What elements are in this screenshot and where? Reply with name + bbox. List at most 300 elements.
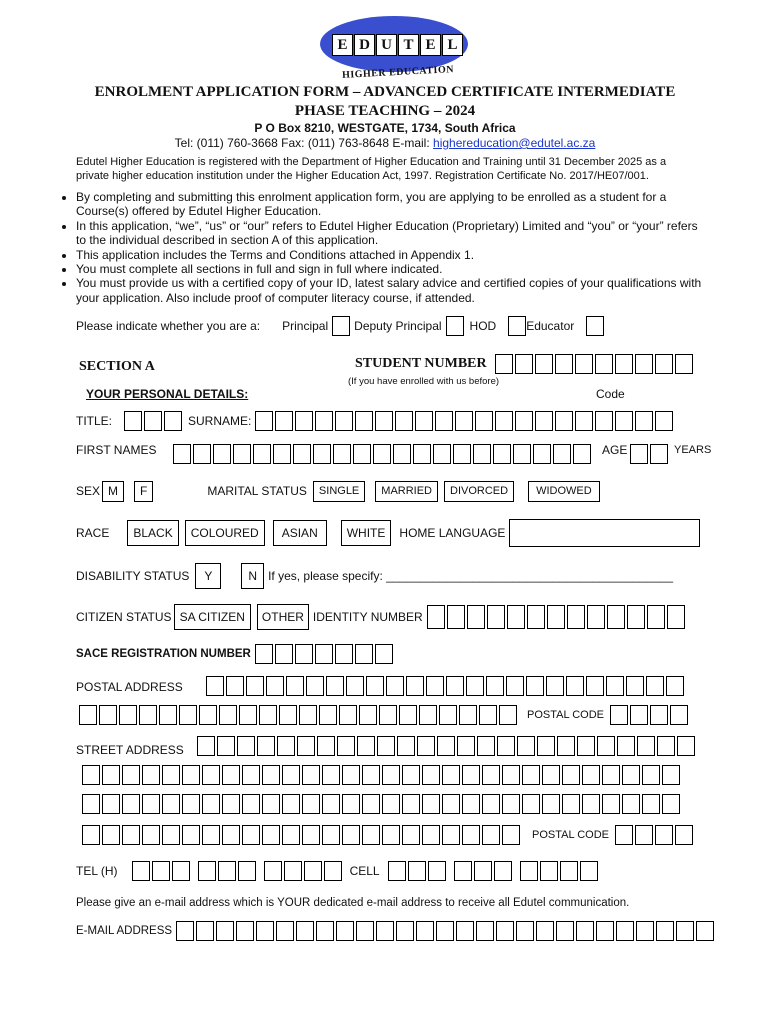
street4-cell[interactable] — [302, 825, 320, 845]
surname-cell[interactable] — [615, 411, 633, 431]
street4-cell[interactable] — [502, 825, 520, 845]
street2-cell[interactable] — [582, 765, 600, 785]
sace-cell[interactable] — [355, 644, 373, 664]
id-cell[interactable] — [467, 605, 485, 629]
street-cell[interactable] — [637, 736, 655, 756]
street2-cell[interactable] — [222, 765, 240, 785]
marital-widowed[interactable]: WIDOWED — [528, 481, 600, 502]
postal-cell[interactable] — [626, 676, 644, 696]
sex-option-f[interactable]: F — [134, 481, 153, 502]
first-names-cell[interactable] — [273, 444, 291, 464]
street4-cell[interactable] — [362, 825, 380, 845]
street-cell[interactable] — [657, 736, 675, 756]
postal2-cell[interactable] — [499, 705, 517, 725]
street-cell[interactable] — [517, 736, 535, 756]
title-cell[interactable] — [164, 411, 182, 431]
street2-cell[interactable] — [562, 765, 580, 785]
tel-a-cell[interactable] — [218, 861, 236, 881]
street4-cell[interactable] — [162, 825, 180, 845]
postal-cell[interactable] — [466, 676, 484, 696]
street-cell[interactable] — [397, 736, 415, 756]
email-cell[interactable] — [356, 921, 374, 941]
postal2-cell[interactable] — [459, 705, 477, 725]
citizen-other[interactable]: OTHER — [257, 604, 309, 630]
postal2-cell[interactable] — [319, 705, 337, 725]
street3-cell[interactable] — [282, 794, 300, 814]
marital-divorced[interactable]: DIVORCED — [444, 481, 514, 502]
surname-cell[interactable] — [315, 411, 333, 431]
street4-cell[interactable] — [322, 825, 340, 845]
street4-cell[interactable] — [222, 825, 240, 845]
street-cell[interactable] — [217, 736, 235, 756]
race-coloured[interactable]: COLOURED — [185, 520, 265, 546]
street3-cell[interactable] — [502, 794, 520, 814]
street-cell[interactable] — [257, 736, 275, 756]
street3-cell[interactable] — [422, 794, 440, 814]
surname-cell[interactable] — [635, 411, 653, 431]
street-cell[interactable] — [277, 736, 295, 756]
street3-cell[interactable] — [162, 794, 180, 814]
postal-cell[interactable] — [486, 676, 504, 696]
first-names-cell[interactable] — [173, 444, 191, 464]
surname-cell[interactable] — [495, 411, 513, 431]
street4-cell[interactable] — [342, 825, 360, 845]
sace-cell[interactable] — [255, 644, 273, 664]
tel-code-cell[interactable] — [132, 861, 150, 881]
street2-cell[interactable] — [502, 765, 520, 785]
first-names-cell[interactable] — [573, 444, 591, 464]
id-cell[interactable] — [547, 605, 565, 629]
id-cell[interactable] — [447, 605, 465, 629]
tel-b-cell[interactable] — [324, 861, 342, 881]
postal-cell[interactable] — [206, 676, 224, 696]
cell-c-cell[interactable] — [520, 861, 538, 881]
street2-cell[interactable] — [542, 765, 560, 785]
street3-cell[interactable] — [582, 794, 600, 814]
disability-yes[interactable]: Y — [195, 563, 221, 589]
race-black[interactable]: BLACK — [127, 520, 178, 546]
sace-cell[interactable] — [375, 644, 393, 664]
postal-cell[interactable] — [526, 676, 544, 696]
postal-code-cell[interactable] — [630, 705, 648, 725]
street4-cell[interactable] — [442, 825, 460, 845]
surname-cell[interactable] — [655, 411, 673, 431]
street3-cell[interactable] — [382, 794, 400, 814]
street2-cell[interactable] — [242, 765, 260, 785]
email-cell[interactable] — [496, 921, 514, 941]
student-number-cell[interactable] — [495, 354, 513, 374]
postal-cell[interactable] — [606, 676, 624, 696]
email-cell[interactable] — [396, 921, 414, 941]
street-cell[interactable] — [477, 736, 495, 756]
street3-cell[interactable] — [262, 794, 280, 814]
first-names-cell[interactable] — [353, 444, 371, 464]
street-code-cell[interactable] — [675, 825, 693, 845]
street4-cell[interactable] — [422, 825, 440, 845]
postal2-cell[interactable] — [399, 705, 417, 725]
street-cell[interactable] — [617, 736, 635, 756]
street2-cell[interactable] — [462, 765, 480, 785]
street2-cell[interactable] — [662, 765, 680, 785]
street-cell[interactable] — [537, 736, 555, 756]
street2-cell[interactable] — [362, 765, 380, 785]
cell-a-cell[interactable] — [388, 861, 406, 881]
street-cell[interactable] — [417, 736, 435, 756]
postal2-cell[interactable] — [479, 705, 497, 725]
disability-no[interactable]: N — [241, 563, 264, 589]
surname-cell[interactable] — [555, 411, 573, 431]
postal2-cell[interactable] — [139, 705, 157, 725]
first-names-cell[interactable] — [193, 444, 211, 464]
first-names-cell[interactable] — [233, 444, 251, 464]
cell-a-cell[interactable] — [428, 861, 446, 881]
street3-cell[interactable] — [602, 794, 620, 814]
street3-cell[interactable] — [242, 794, 260, 814]
surname-cell[interactable] — [515, 411, 533, 431]
id-cell[interactable] — [607, 605, 625, 629]
surname-cell[interactable] — [355, 411, 373, 431]
citizen-sa[interactable]: SA CITIZEN — [174, 604, 251, 630]
title-cell[interactable] — [124, 411, 142, 431]
postal2-cell[interactable] — [359, 705, 377, 725]
race-white[interactable]: WHITE — [341, 520, 392, 546]
first-names-cell[interactable] — [253, 444, 271, 464]
street3-cell[interactable] — [542, 794, 560, 814]
email-cell[interactable] — [376, 921, 394, 941]
title-cell[interactable] — [144, 411, 162, 431]
surname-cell[interactable] — [275, 411, 293, 431]
postal-code-cell[interactable] — [650, 705, 668, 725]
postal2-cell[interactable] — [439, 705, 457, 725]
street3-cell[interactable] — [482, 794, 500, 814]
street-cell[interactable] — [297, 736, 315, 756]
email-cell[interactable] — [616, 921, 634, 941]
street4-cell[interactable] — [82, 825, 100, 845]
first-names-cell[interactable] — [413, 444, 431, 464]
sace-cell[interactable] — [315, 644, 333, 664]
street4-cell[interactable] — [262, 825, 280, 845]
street2-cell[interactable] — [82, 765, 100, 785]
student-number-cell[interactable] — [515, 354, 533, 374]
marital-married[interactable]: MARRIED — [375, 481, 438, 502]
student-number-cell[interactable] — [555, 354, 573, 374]
role-hod-checkbox[interactable] — [508, 316, 526, 336]
street2-cell[interactable] — [122, 765, 140, 785]
first-names-cell[interactable] — [513, 444, 531, 464]
postal-cell[interactable] — [326, 676, 344, 696]
sace-cell[interactable] — [335, 644, 353, 664]
email-cell[interactable] — [476, 921, 494, 941]
surname-cell[interactable] — [295, 411, 313, 431]
postal2-cell[interactable] — [299, 705, 317, 725]
street4-cell[interactable] — [102, 825, 120, 845]
student-number-cell[interactable] — [615, 354, 633, 374]
postal-cell[interactable] — [246, 676, 264, 696]
street2-cell[interactable] — [322, 765, 340, 785]
email-cell[interactable] — [176, 921, 194, 941]
postal2-cell[interactable] — [159, 705, 177, 725]
postal2-cell[interactable] — [99, 705, 117, 725]
id-cell[interactable] — [627, 605, 645, 629]
id-cell[interactable] — [507, 605, 525, 629]
id-cell[interactable] — [487, 605, 505, 629]
street4-cell[interactable] — [182, 825, 200, 845]
street-cell[interactable] — [437, 736, 455, 756]
postal2-cell[interactable] — [79, 705, 97, 725]
role-principal-checkbox[interactable] — [332, 316, 350, 336]
street3-cell[interactable] — [362, 794, 380, 814]
surname-cell[interactable] — [595, 411, 613, 431]
surname-cell[interactable] — [435, 411, 453, 431]
id-cell[interactable] — [567, 605, 585, 629]
street2-cell[interactable] — [162, 765, 180, 785]
tel-a-cell[interactable] — [198, 861, 216, 881]
postal-cell[interactable] — [386, 676, 404, 696]
email-cell[interactable] — [516, 921, 534, 941]
street-cell[interactable] — [557, 736, 575, 756]
postal2-cell[interactable] — [259, 705, 277, 725]
first-names-cell[interactable] — [473, 444, 491, 464]
id-cell[interactable] — [527, 605, 545, 629]
street3-cell[interactable] — [302, 794, 320, 814]
street2-cell[interactable] — [202, 765, 220, 785]
postal-cell[interactable] — [586, 676, 604, 696]
first-names-cell[interactable] — [293, 444, 311, 464]
id-cell[interactable] — [647, 605, 665, 629]
street3-cell[interactable] — [642, 794, 660, 814]
street2-cell[interactable] — [642, 765, 660, 785]
cell-c-cell[interactable] — [580, 861, 598, 881]
cell-b-cell[interactable] — [494, 861, 512, 881]
street-code-cell[interactable] — [635, 825, 653, 845]
surname-cell[interactable] — [475, 411, 493, 431]
street4-cell[interactable] — [282, 825, 300, 845]
street2-cell[interactable] — [142, 765, 160, 785]
email-cell[interactable] — [296, 921, 314, 941]
street-code-cell[interactable] — [615, 825, 633, 845]
surname-cell[interactable] — [535, 411, 553, 431]
cell-b-cell[interactable] — [454, 861, 472, 881]
tel-b-cell[interactable] — [264, 861, 282, 881]
surname-cell[interactable] — [335, 411, 353, 431]
id-cell[interactable] — [587, 605, 605, 629]
street2-cell[interactable] — [602, 765, 620, 785]
sace-cell[interactable] — [275, 644, 293, 664]
first-names-cell[interactable] — [313, 444, 331, 464]
street3-cell[interactable] — [202, 794, 220, 814]
race-asian[interactable]: ASIAN — [273, 520, 327, 546]
age-cell[interactable] — [630, 444, 648, 464]
postal-code-cell[interactable] — [670, 705, 688, 725]
email-cell[interactable] — [316, 921, 334, 941]
email-cell[interactable] — [556, 921, 574, 941]
marital-single[interactable]: SINGLE — [313, 481, 365, 502]
postal2-cell[interactable] — [239, 705, 257, 725]
first-names-cell[interactable] — [493, 444, 511, 464]
street-cell[interactable] — [677, 736, 695, 756]
street3-cell[interactable] — [182, 794, 200, 814]
cell-a-cell[interactable] — [408, 861, 426, 881]
email-cell[interactable] — [536, 921, 554, 941]
street3-cell[interactable] — [342, 794, 360, 814]
postal2-cell[interactable] — [379, 705, 397, 725]
street2-cell[interactable] — [522, 765, 540, 785]
street2-cell[interactable] — [422, 765, 440, 785]
street3-cell[interactable] — [322, 794, 340, 814]
street-cell[interactable] — [597, 736, 615, 756]
postal-cell[interactable] — [566, 676, 584, 696]
street3-cell[interactable] — [462, 794, 480, 814]
email-cell[interactable] — [576, 921, 594, 941]
email-cell[interactable] — [676, 921, 694, 941]
first-names-cell[interactable] — [553, 444, 571, 464]
street3-cell[interactable] — [622, 794, 640, 814]
postal2-cell[interactable] — [179, 705, 197, 725]
student-number-cell[interactable] — [575, 354, 593, 374]
email-cell[interactable] — [596, 921, 614, 941]
street2-cell[interactable] — [382, 765, 400, 785]
id-cell[interactable] — [427, 605, 445, 629]
email-cell[interactable] — [436, 921, 454, 941]
postal-cell[interactable] — [346, 676, 364, 696]
cell-c-cell[interactable] — [540, 861, 558, 881]
first-names-cell[interactable] — [333, 444, 351, 464]
cell-c-cell[interactable] — [560, 861, 578, 881]
surname-cell[interactable] — [375, 411, 393, 431]
street-cell[interactable] — [197, 736, 215, 756]
email-cell[interactable] — [196, 921, 214, 941]
street3-cell[interactable] — [82, 794, 100, 814]
email-cell[interactable] — [636, 921, 654, 941]
age-cell[interactable] — [650, 444, 668, 464]
postal-code-cell[interactable] — [610, 705, 628, 725]
street-cell[interactable] — [357, 736, 375, 756]
postal2-cell[interactable] — [339, 705, 357, 725]
street4-cell[interactable] — [142, 825, 160, 845]
street3-cell[interactable] — [122, 794, 140, 814]
street-cell[interactable] — [457, 736, 475, 756]
tel-code-cell[interactable] — [152, 861, 170, 881]
postal-cell[interactable] — [286, 676, 304, 696]
surname-cell[interactable] — [455, 411, 473, 431]
street2-cell[interactable] — [442, 765, 460, 785]
postal-cell[interactable] — [546, 676, 564, 696]
postal-cell[interactable] — [666, 676, 684, 696]
street3-cell[interactable] — [522, 794, 540, 814]
tel-code-cell[interactable] — [172, 861, 190, 881]
student-number-cell[interactable] — [595, 354, 613, 374]
street2-cell[interactable] — [182, 765, 200, 785]
street-cell[interactable] — [497, 736, 515, 756]
street4-cell[interactable] — [482, 825, 500, 845]
home-language-input[interactable] — [509, 519, 700, 547]
street3-cell[interactable] — [442, 794, 460, 814]
postal-cell[interactable] — [446, 676, 464, 696]
street4-cell[interactable] — [242, 825, 260, 845]
first-names-cell[interactable] — [393, 444, 411, 464]
street2-cell[interactable] — [402, 765, 420, 785]
street3-cell[interactable] — [662, 794, 680, 814]
street3-cell[interactable] — [142, 794, 160, 814]
street4-cell[interactable] — [202, 825, 220, 845]
student-number-cell[interactable] — [635, 354, 653, 374]
street3-cell[interactable] — [102, 794, 120, 814]
email-cell[interactable] — [696, 921, 714, 941]
street3-cell[interactable] — [222, 794, 240, 814]
email-cell[interactable] — [256, 921, 274, 941]
street-cell[interactable] — [317, 736, 335, 756]
street2-cell[interactable] — [262, 765, 280, 785]
student-number-cell[interactable] — [535, 354, 553, 374]
role-deputy-checkbox[interactable] — [446, 316, 464, 336]
email-cell[interactable] — [336, 921, 354, 941]
email-cell[interactable] — [236, 921, 254, 941]
first-names-cell[interactable] — [453, 444, 471, 464]
first-names-cell[interactable] — [213, 444, 231, 464]
postal-cell[interactable] — [426, 676, 444, 696]
postal2-cell[interactable] — [119, 705, 137, 725]
cell-b-cell[interactable] — [474, 861, 492, 881]
postal-cell[interactable] — [646, 676, 664, 696]
email-cell[interactable] — [456, 921, 474, 941]
postal-cell[interactable] — [506, 676, 524, 696]
surname-cell[interactable] — [575, 411, 593, 431]
street-cell[interactable] — [577, 736, 595, 756]
street-code-cell[interactable] — [655, 825, 673, 845]
student-number-cell[interactable] — [675, 354, 693, 374]
first-names-cell[interactable] — [373, 444, 391, 464]
street-cell[interactable] — [237, 736, 255, 756]
postal-cell[interactable] — [306, 676, 324, 696]
street-cell[interactable] — [337, 736, 355, 756]
email-cell[interactable] — [216, 921, 234, 941]
street2-cell[interactable] — [342, 765, 360, 785]
email-link[interactable]: highereducation@edutel.ac.za — [433, 136, 596, 150]
street3-cell[interactable] — [562, 794, 580, 814]
street4-cell[interactable] — [462, 825, 480, 845]
email-cell[interactable] — [656, 921, 674, 941]
postal-cell[interactable] — [366, 676, 384, 696]
postal-cell[interactable] — [226, 676, 244, 696]
sex-option-m[interactable]: M — [102, 481, 124, 502]
tel-b-cell[interactable] — [304, 861, 322, 881]
street2-cell[interactable] — [282, 765, 300, 785]
surname-cell[interactable] — [415, 411, 433, 431]
street4-cell[interactable] — [402, 825, 420, 845]
street2-cell[interactable] — [302, 765, 320, 785]
first-names-cell[interactable] — [433, 444, 451, 464]
street2-cell[interactable] — [622, 765, 640, 785]
surname-cell[interactable] — [395, 411, 413, 431]
street4-cell[interactable] — [122, 825, 140, 845]
email-cell[interactable] — [416, 921, 434, 941]
id-cell[interactable] — [667, 605, 685, 629]
street3-cell[interactable] — [402, 794, 420, 814]
street2-cell[interactable] — [102, 765, 120, 785]
postal2-cell[interactable] — [219, 705, 237, 725]
email-cell[interactable] — [276, 921, 294, 941]
tel-a-cell[interactable] — [238, 861, 256, 881]
disability-specify[interactable]: If yes, please specify: ___________________________________________ — [268, 569, 674, 583]
street2-cell[interactable] — [482, 765, 500, 785]
postal-cell[interactable] — [266, 676, 284, 696]
postal2-cell[interactable] — [199, 705, 217, 725]
street4-cell[interactable] — [382, 825, 400, 845]
street-cell[interactable] — [377, 736, 395, 756]
role-educator-checkbox[interactable] — [586, 316, 604, 336]
first-names-cell[interactable] — [533, 444, 551, 464]
postal-cell[interactable] — [406, 676, 424, 696]
